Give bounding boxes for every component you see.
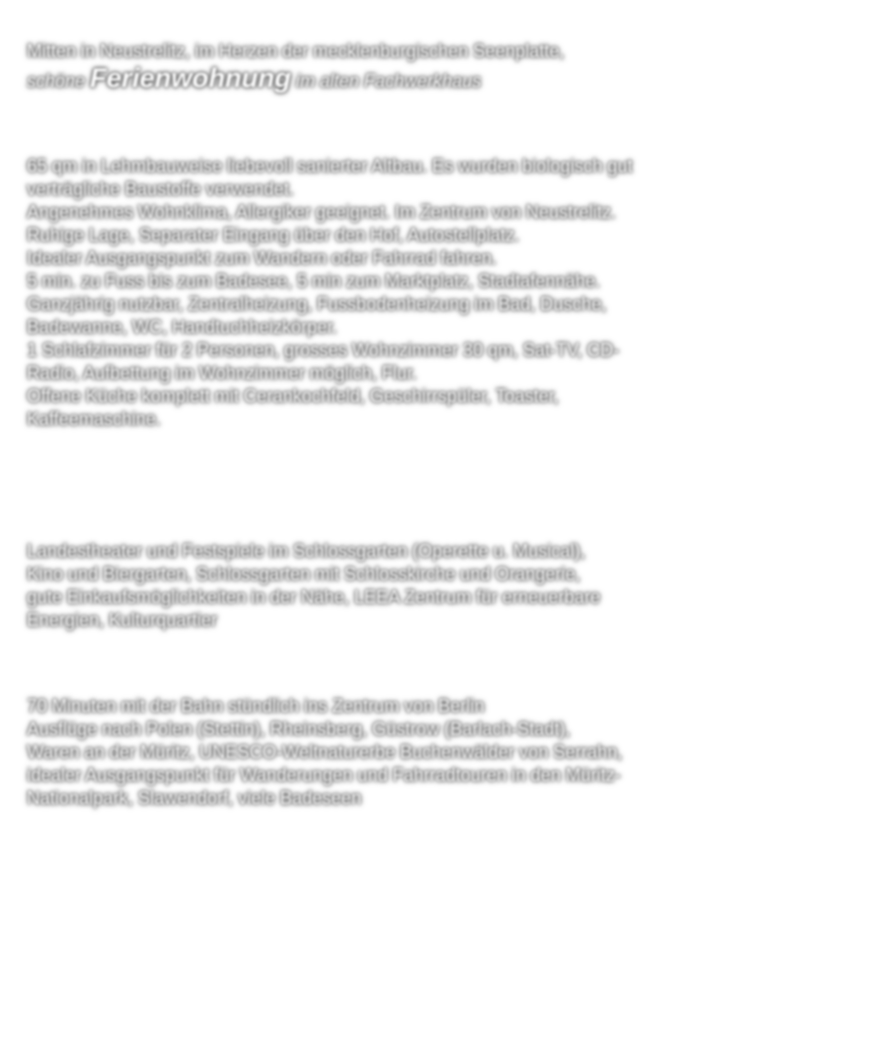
details-line: Kaffeemaschine. [27, 409, 161, 429]
culture-line: Kino und Biergarten, Schlossgarten mit Schlosskirche und Orangerie, [27, 564, 581, 584]
culture-line: Landestheater und Festspiele im Schlossgarten (Operette u. Musical), [27, 541, 586, 561]
details-line: Badewanne, WC, Handtuchheizkörper. [27, 317, 338, 337]
details-line: 65 qm in Lehmbauweise liebevoll sanierter Altbau. Es wurden biologisch gut [27, 156, 633, 176]
intro-headline [27, 65, 877, 93]
details-line: 5 min. zu Fuss bis zum Badesee, 5 min zum Marktplatz, Stadtafennähe. [27, 271, 601, 291]
details-line: Ruhige Lage, Separater Eingang über den Hof, Autostellplatz. [27, 225, 520, 245]
details-line: Angenehmes Wohnklima, Allergiker geeignet. Im Zentrum von Neustrelitz. [27, 202, 616, 222]
details-line: Idealer Ausgangspunkt zum Wandern oder Fahrrad fahren. [27, 248, 497, 268]
travel-section [27, 695, 877, 810]
travel-line: Nationalpark, Slawendorf, viele Badeseen [27, 788, 362, 808]
details-line: verträgliche Baustoffe verwendet. [27, 179, 294, 199]
details-line: Ganzjährig nutzbar, Zentralheizung, Fussbodenheizung im Bad, Dusche, [27, 294, 607, 314]
intro-headline-suffix: im alten Fachwerkhaus [291, 71, 482, 91]
culture-section [27, 540, 877, 632]
travel-line: Waren an der Müritz, UNESCO-Weltnaturerbe Buchenwälder von Serrahn, [27, 742, 623, 762]
intro-line: Mitten in Neustrelitz, im Herzen der mecklenburgischen Seenplatte, [27, 41, 565, 61]
intro-headline-emphasis: Ferienwohnung [90, 63, 292, 93]
details-line: Offene Küche komplett mit Cerankochfeld, Geschirrspüler, Toaster, [27, 386, 559, 406]
details-line: Radio, Aufbettung im Wohnzimmer möglich, Flur. [27, 363, 417, 383]
travel-line: idealer Ausgangspunkt für Wanderungen und Fahrradtouren in den Müritz- [27, 765, 621, 785]
intro-headline-prefix: schöne [27, 71, 91, 91]
travel-line: 70 Minuten mit der Bahn stündlich ins Zentrum von Berlin [27, 696, 485, 716]
intro-section [27, 40, 877, 93]
culture-line: Energien, Kulturquartier [27, 610, 218, 630]
details-line: 1 Schlafzimmer für 2 Personen, grosses Wohnzimmer 30 qm, Sat-TV, CD- [27, 340, 620, 360]
culture-line: gute Einkaufsmöglichkeiten in der Nähe, LEEA Zentrum für erneuerbare [27, 587, 601, 607]
travel-line: Ausflüge nach Polen (Stettin), Rheinsberg, Güstrow (Barlach-Stadt), [27, 719, 571, 739]
details-section [27, 155, 877, 431]
